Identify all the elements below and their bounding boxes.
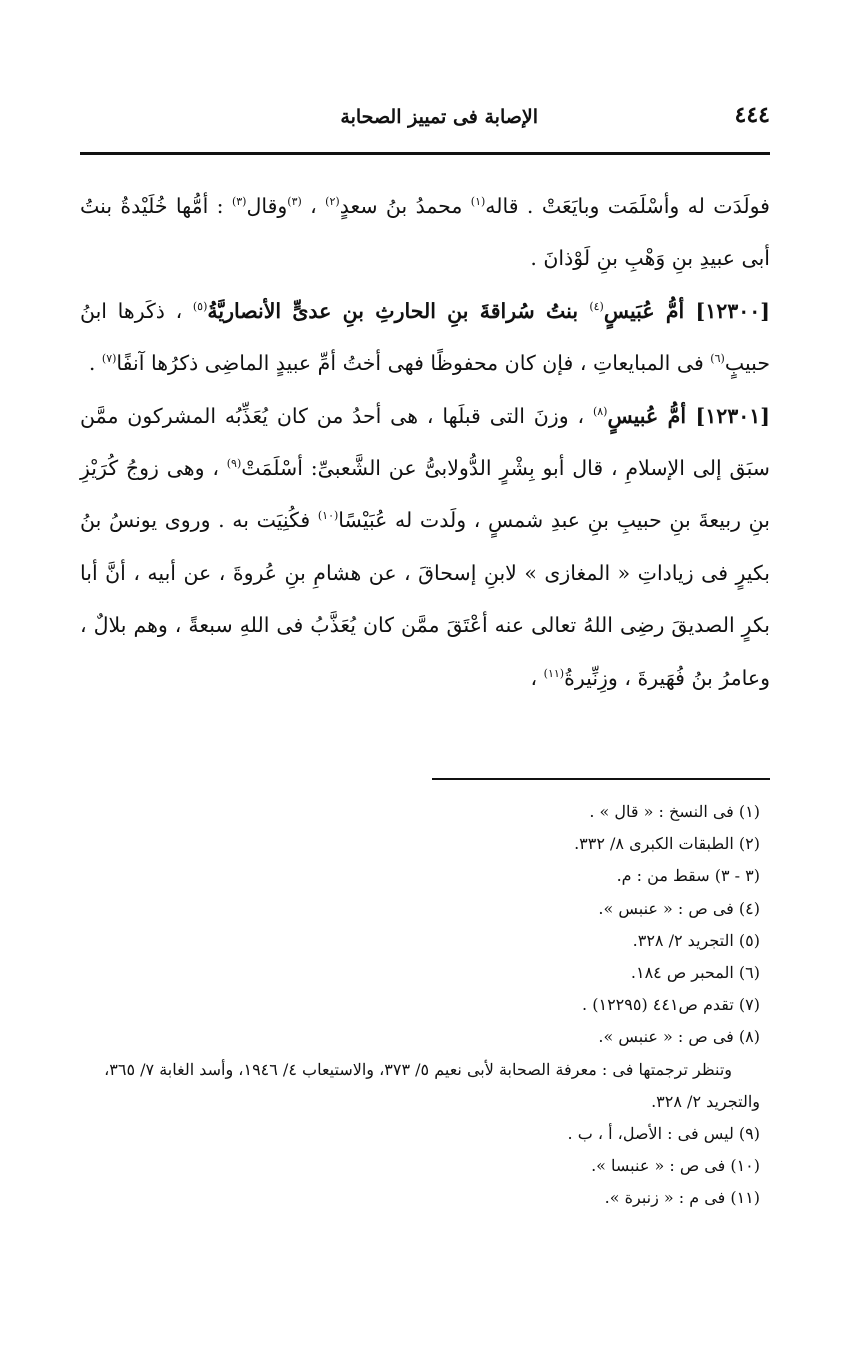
footnote: (٧) تقدم ص٤٤١ (١٢٢٩٥) .: [582, 995, 760, 1015]
running-title: الإصابة فى تمييز الصحابة: [340, 106, 538, 128]
footnote-ref: (٦): [710, 352, 725, 366]
footnote-ref: (١١): [543, 666, 565, 680]
entry-number: [١٢٣٠٠]: [695, 298, 770, 323]
text-run: فى المبايعاتِ ، فإن كان محفوظًا فهى أختُ أمِّ عبيدٍ الماضِى ذكرُها آنفًا: [116, 351, 711, 376]
entry-12301: [80, 390, 770, 704]
footnote-ref: (٧): [101, 352, 117, 366]
footnote-ref: (٣): [287, 195, 302, 209]
text-run: محمدُ بنُ سعدٍ: [339, 194, 471, 218]
text-run: ،: [301, 194, 326, 218]
footnote-ref: (٤): [589, 299, 604, 313]
text-run: ،: [530, 665, 544, 690]
paragraph-continuation: [80, 180, 770, 285]
footnote-separator: [432, 778, 770, 780]
text-run: : أمُّها خُلَيْدةُ بنتُ أبى عبيدِ بنِ وَهْبِ بنِ لَوْذانَ .: [80, 194, 770, 271]
footnote-ref: (٥): [192, 299, 208, 313]
header-rule: [80, 152, 770, 155]
footnote: (٥) التجريد ٢/ ٣٢٨.: [632, 930, 760, 950]
text-run: فكُنِيَت به . وروى يونسُ بنُ بكيرٍ فى زياداتِ « المغازى » لابنِ إسحاقَ ، عن هشامِ بنِ عُروةَ ، عن أبيه ، أنَّ أبا بكرٍ الصديقَ رضِى اللهُ تعالى عنه أعْتَقَ ممَّن كان يُعَذَّبُ فى اللهِ سبعةً ، وهم بلالٌ ، وعامرُ بنُ فُهَيرةَ ، وزِنِّيرةُ: [80, 508, 770, 690]
entry-name: أمُّ عُبيسٍ: [607, 403, 696, 428]
footnote: (١) فى النسخ : « قال » .: [589, 802, 760, 821]
footnote: (١٠) فى ص : « عنبسا ».: [591, 1156, 760, 1176]
footnotes: [80, 796, 770, 1215]
footnote-continuation: وتنظر ترجمتها فى : معرفة الصحابة لأبى نعيم ٥/ ٣٧٣، والاستيعاب ٤/ ١٩٤٦، وأسد الغابة ٧/ ٣٦٥، والتجريد ٢/ ٣٢٨.: [104, 1059, 760, 1111]
entry-number: [١٢٣٠١]: [695, 403, 770, 428]
text-run: ، وهى زوجُ كُرَيْزِ بنِ ربيعةَ بنِ حبيبِ بنِ عبدِ شمسٍ ، ولَدت له عُبَيْسًا: [80, 456, 770, 533]
footnote: (٨) فى ص : « عنبس ».: [598, 1027, 760, 1047]
entry-name: بنتُ سُراقةَ بنِ الحارثِ بنِ عدىٍّ الأنصاريَّةُ: [207, 298, 590, 323]
footnote: (٩) ليس فى : الأصل، أ ، ب .: [567, 1124, 760, 1144]
text-run: .: [88, 351, 102, 376]
footnote: (٦) المحبر ص ١٨٤.: [630, 963, 760, 983]
footnote-ref: (٩): [226, 457, 242, 471]
entry-12300: [80, 285, 770, 390]
footnote: (٤) فى ص : « عنبس ».: [598, 898, 760, 918]
footnote-ref: (١٠): [317, 509, 339, 523]
main-text: [80, 180, 770, 704]
page-header: [80, 100, 770, 140]
text-run: ، وزنَ التى قبلَها ، هى أحدُ من كان يُعَذِّبُه المشركون ممَّن سبَق إلى الإسلامِ ، قال أبو بِشْرٍ الدُّولابىُّ عن الشَّعبىِّ: أسْلَمَتْ: [80, 403, 770, 481]
text-run: ، ذكَرها ابنُ حبيبٍ: [80, 298, 770, 376]
text-run: وقال: [246, 194, 288, 218]
footnote: (١١) فى م : « زنبرة ».: [604, 1188, 760, 1208]
footnote-ref: (١): [470, 195, 486, 209]
page-number: ٤٤٤: [734, 102, 770, 128]
text-run: فولَدَت له وأسْلَمَت وبايَعَتْ . قاله: [485, 194, 770, 218]
footnote-ref: (٢): [325, 195, 340, 209]
footnote: (٢) الطبقات الكبرى ٨/ ٣٣٢.: [574, 834, 760, 854]
footnote-ref: (٨): [592, 404, 608, 418]
footnote-ref: (٣): [231, 195, 247, 209]
footnote: (٣ - ٣) سقط من : م.: [616, 866, 760, 886]
entry-name: أمُّ عُبَيسٍ: [603, 298, 696, 323]
